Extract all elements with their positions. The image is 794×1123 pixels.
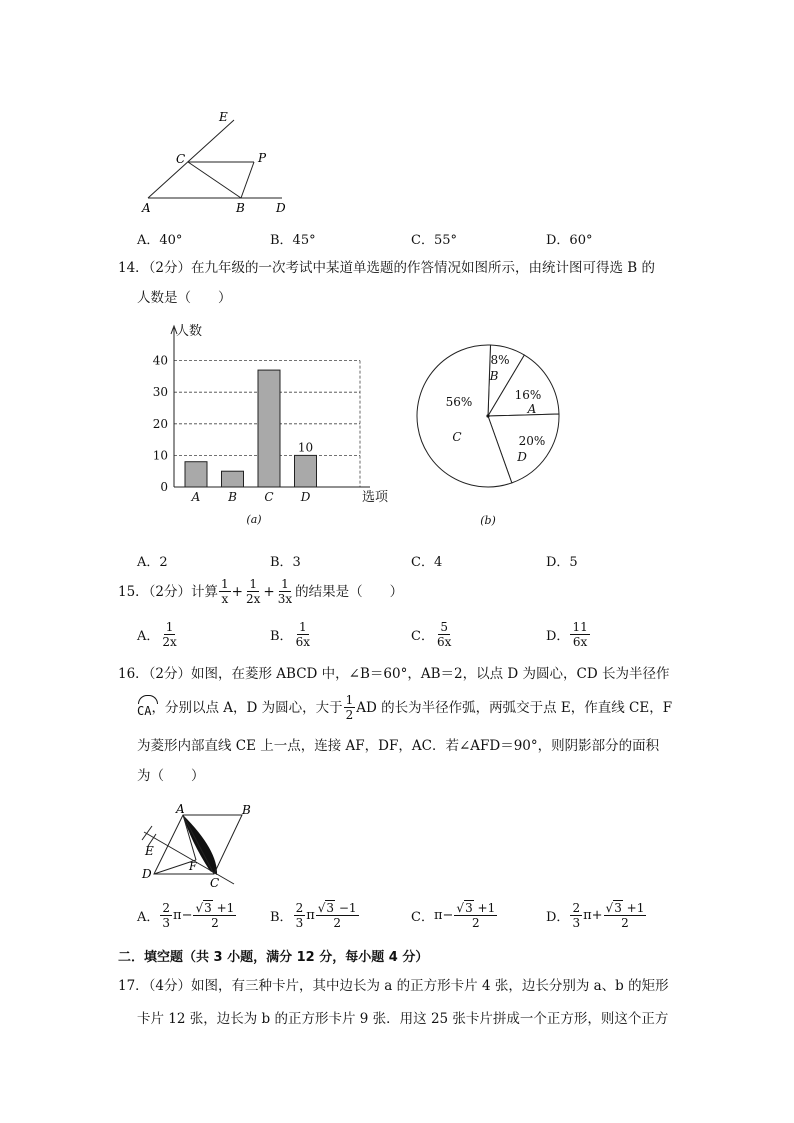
q15-suffix: 的结果是（ ） xyxy=(295,583,404,600)
x-axis-label: 选项 xyxy=(362,490,389,505)
q15-prefix: 15．（2分）计算 xyxy=(118,583,219,600)
pie-chart xyxy=(410,335,600,530)
pie-percent-label: 20% xyxy=(518,434,546,448)
point-C: C xyxy=(176,152,186,166)
pie-category-label: B xyxy=(489,369,499,383)
q16-option-d[interactable]: D． $\frac{2}{3}$ π + $\frac{√3 +1}{2}$ xyxy=(546,901,645,930)
point-P: P xyxy=(258,151,267,165)
q14-option-a[interactable]: A．2 xyxy=(137,555,168,570)
q13-option-a[interactable]: A．40° xyxy=(137,233,183,248)
q16-rhombus-figure xyxy=(138,800,268,892)
y-tick-label: 40 xyxy=(152,353,168,368)
y-axis-label: 人数 xyxy=(176,324,203,339)
x-tick-label: D xyxy=(300,490,311,504)
q15-option-a[interactable]: A． $\frac{1}{2x}$ xyxy=(137,620,177,649)
pie-percent-label: 8% xyxy=(490,353,510,367)
arc-ca: CA xyxy=(137,695,151,721)
bar-A xyxy=(185,462,207,487)
q14-option-b[interactable]: B．3 xyxy=(270,555,301,570)
q16-point-D: D xyxy=(142,867,152,881)
data-label: 10 xyxy=(297,440,314,455)
q15-option-d[interactable]: D． $\frac{11}{6x}$ xyxy=(546,620,588,649)
q16-stem-line1: 16．（2分）如图，在菱形 ABCD 中，∠B＝60°，AB＝2，以点 D 为圆心，CD 长为半径作 xyxy=(118,666,670,682)
q15-plus-1: + xyxy=(231,583,243,600)
y-tick-label: 20 xyxy=(152,416,168,431)
pie-percent-label: 16% xyxy=(514,388,542,402)
y-tick-label: 10 xyxy=(152,448,168,463)
pie-percent-label: 56% xyxy=(445,395,473,409)
y-tick-label: 0 xyxy=(160,480,168,494)
chart-caption-b: (b) xyxy=(480,514,496,527)
x-tick-label: C xyxy=(264,490,274,504)
q16-point-E: E xyxy=(145,844,154,858)
q17-stem-line2: 卡片 12 张，边长为 b 的正方形卡片 9 张．用这 25 张卡片拼成一个正方形，则这个正方 xyxy=(137,1011,669,1027)
q16-point-F: F xyxy=(189,860,197,873)
pie-center xyxy=(486,414,489,417)
q15-fraction-2: $\frac{1}{2x}$ xyxy=(245,577,261,606)
q15-option-c[interactable]: C． $\frac{5}{6x}$ xyxy=(411,620,452,649)
pie-category-label: C xyxy=(452,430,462,444)
q15-fraction-3: $\frac{1}{3x}$ xyxy=(277,577,293,606)
x-tick-label: A xyxy=(191,490,201,504)
point-B: B xyxy=(236,201,245,215)
point-A: A xyxy=(142,201,151,215)
q13-option-c[interactable]: C．55° xyxy=(411,233,457,248)
q14-stem-line1: 14．（2分）在九年级的一次考试中某道单选题的作答情况如图所示，由统计图可得选 B 的 xyxy=(118,260,656,276)
pie-category-label: D xyxy=(517,450,527,464)
chart-caption-a: (a) xyxy=(246,513,262,526)
bar-B xyxy=(222,471,244,487)
bar-D xyxy=(295,455,317,487)
q16-option-a[interactable]: A． $\frac{2}{3}$ π − $\frac{√3 +1}{2}$ xyxy=(137,901,235,930)
q14-stem-line2: 人数是（ ） xyxy=(137,290,232,306)
q16-option-c[interactable]: C． π − $\frac{√3 +1}{2}$ xyxy=(411,901,496,930)
q14-option-d[interactable]: D．5 xyxy=(546,555,578,570)
pie-category-label: A xyxy=(527,402,537,416)
q16-point-A: A xyxy=(176,802,185,816)
q13-geometry-figure xyxy=(130,100,300,220)
q15-fraction-1: $\frac{1}{x}$ xyxy=(221,577,229,606)
bar-chart xyxy=(140,320,400,530)
y-tick-label: 30 xyxy=(152,385,168,400)
q13-option-b[interactable]: B．45° xyxy=(270,233,316,248)
q15-option-b[interactable]: B． $\frac{1}{6x}$ xyxy=(270,620,310,649)
q15-plus-2: + xyxy=(263,583,275,600)
q16-stem-line2: CA ，分别以点 A，D 为圆心，大于 $\frac{1}{2}$ AD 的长为半径作弧，两弧交于点 E，作直线 CE，F xyxy=(137,693,673,722)
q14-option-c[interactable]: C．4 xyxy=(411,555,443,570)
q16-option-b[interactable]: B． $\frac{2}{3}$ π $\frac{√3 -1}{2}$ xyxy=(270,901,357,930)
q17-stem-line1: 17．（4分）如图，有三种卡片，其中边长为 a 的正方形卡片 4 张，边长分别为 a、b 的矩形 xyxy=(118,978,669,994)
q16-point-C: C xyxy=(210,876,220,890)
q16-stem-line4: 为（ ） xyxy=(137,768,205,784)
section-heading-fill-blank: 二．填空题（共 3 小题，满分 12 分，每小题 4 分） xyxy=(118,950,429,965)
q16-stem-line3: 为菱形内部直线 CE 上一点，连接 AF，DF，AC．若∠AFD＝90°，则阴影部分的面积 xyxy=(137,738,660,754)
point-E: E xyxy=(219,110,228,124)
point-D: D xyxy=(276,201,286,215)
q16-half-fraction: $\frac{1}{2}$ xyxy=(345,693,354,722)
q16-point-B: B xyxy=(242,803,251,817)
bar-C xyxy=(258,370,280,487)
q15-stem xyxy=(118,577,403,606)
x-tick-label: B xyxy=(228,490,237,504)
q13-option-d[interactable]: D．60° xyxy=(546,233,593,248)
